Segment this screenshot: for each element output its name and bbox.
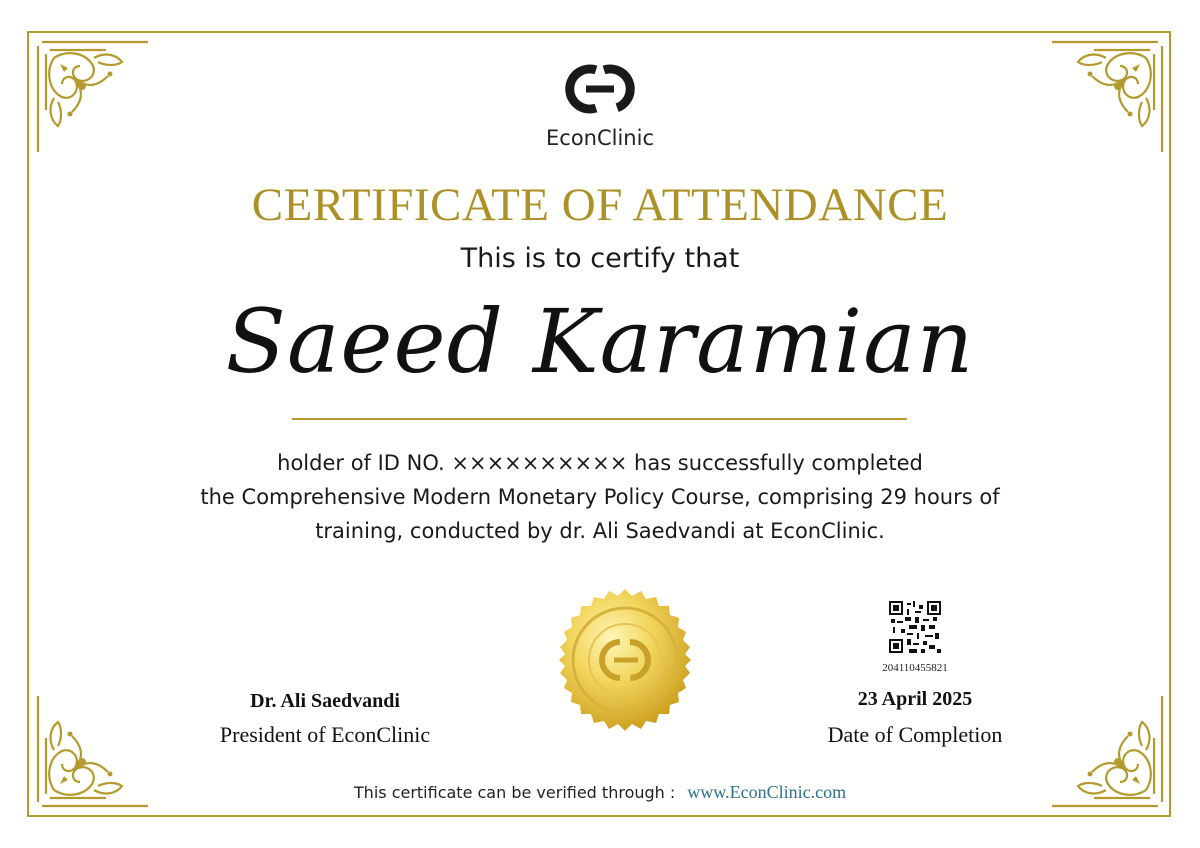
ornament-corner-top-left-icon bbox=[36, 40, 166, 170]
certificate-title: CERTIFICATE OF ATTENDANCE bbox=[251, 179, 949, 231]
completion-date-label: Date of Completion bbox=[827, 722, 1003, 747]
certificate-body bbox=[100, 446, 1100, 548]
signatory-role: President of EconClinic bbox=[219, 722, 431, 747]
brand-name: EconClinic bbox=[546, 126, 654, 150]
verification-footer bbox=[0, 782, 1200, 803]
certificate-subtitle: This is to certify that bbox=[460, 243, 740, 274]
ornament-corner-top-right-icon bbox=[1034, 40, 1164, 170]
verify-link[interactable]: www.EconClinic.com bbox=[687, 782, 847, 802]
completion-date: 23 April 2025 bbox=[857, 688, 973, 710]
qr-code-icon[interactable] bbox=[889, 601, 941, 653]
certificate-serial: 204110455821 bbox=[882, 662, 948, 674]
gold-seal-icon bbox=[552, 587, 698, 733]
body-line-2: the Comprehensive Modern Monetary Policy Course, comprising 29 hours of bbox=[200, 485, 1000, 509]
verify-text: This certificate can be verified through : bbox=[353, 783, 676, 802]
name-underline bbox=[292, 418, 907, 420]
recipient-name: Saeed Karamian bbox=[225, 290, 975, 393]
body-line-3: training, conducted by dr. Ali Saedvandi at EconClinic. bbox=[315, 519, 885, 543]
body-line-1: holder of ID NO. ×××××××××× has successfully completed bbox=[277, 451, 923, 475]
econclinic-logo-icon bbox=[556, 58, 644, 120]
signatory-name: Dr. Ali Saedvandi bbox=[250, 690, 400, 712]
